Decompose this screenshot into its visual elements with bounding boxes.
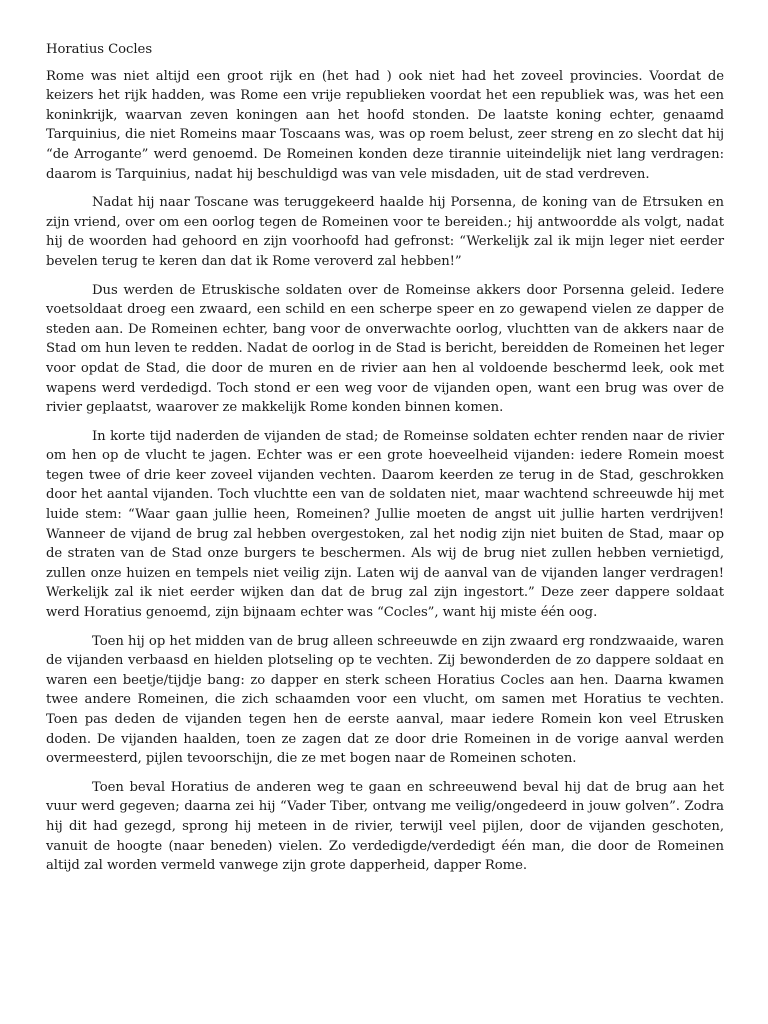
paragraph-5: Toen hij op het midden van de brug alleen schreeuwde en zijn zwaard erg rondzwaaide, waren de vijanden verbaasd en hielden plotseling op te vechten. Zij bewonderden de zo dappere soldaat en waren een beetje/tijdje bang: zo dapper en sterk scheen Horatius Cocles aan hen. Daarna kwamen twee andere Romeinen, die zich schaamden voor een vlucht, om samen met Horatius te vechten. Toen pas deden de vijanden tegen hen de eerste aanval, maar iedere Romein kon veel Etrusken doden. De vijanden haalden, toen ze zagen dat ze door drie Romeinen in de vorige aanval werden overmeesterd, pijlen tevoorschijn, die ze met bogen naar de Romeinen schoten.: [46, 633, 724, 767]
document-page: [46, 40, 724, 885]
paragraph-6: Toen beval Horatius de anderen weg te gaan en schreeuwend beval hij dat de brug aan het vuur werd gegeven; daarna zei hij “Vader Tiber, ontvang me veilig/ongedeerd in jouw golven”. Zodra hij dit had gezegd, sprong hij meteen in de rivier, terwijl veel pijlen, door de vijanden geschoten, vanuit de hoogte (naar beneden) vielen. Zo verdedigde/verdedigt één man, die door de Romeinen altijd zal worden vermeld vanwege zijn grote dapperheid, dapper Rome.: [46, 779, 724, 874]
document-title: Horatius Cocles: [46, 42, 153, 57]
paragraph-1: Rome was niet altijd een groot rijk en (het had ) ook niet had het zoveel provincies. Voordat de keizers het rijk hadden, was Rome een vrije republieken voordat het een republiek was, was het een koninkrijk, waarvan zeven koningen aan het hoofd stonden. De laatste koning echter, genaamd Tarquinius, die niet Romeins maar Toscaans was, was op roem belust, zeer streng en zo slecht dat hij “de Arrogante” werd genoemd. De Romeinen konden deze tirannie uiteindelijk niet lang verdragen: daarom is Tarquinius, nadat hij beschuldigd was van vele misdaden, uit de stad verdreven.: [46, 68, 724, 182]
paragraph-3: Dus werden de Etruskische soldaten over de Romeinse akkers door Porsenna geleid. Iedere voetsoldaat droeg een zwaard, een schild en een scherpe speer en zo gewapend vielen ze dapper de steden aan. De Romeinen echter, bang voor de onverwachte oorlog, vluchtten van de akkers naar de Stad om hun leven te redden. Nadat de oorlog in de Stad is bericht, bereidden de Romeinen het leger voor opdat de Stad, die door de muren en de rivier aan hen al voldoende beschermd leek, ook met wapens werd verdedigd. Toch stond er een weg voor de vijanden open, want een brug was over de rivier geplaatst, waarover ze makkelijk Rome konden binnen komen.: [46, 282, 724, 416]
paragraph-2: Nadat hij naar Toscane was teruggekeerd haalde hij Porsenna, de koning van de Etrsuken en zijn vriend, over om een oorlog tegen de Romeinen voor te bereiden.; hij antwoordde als volgt, nadat hij de woorden had gehoord en zijn voorhoofd had gefronst: “Werkelijk zal ik mijn leger niet eerder bevelen terug te keren dan dat ik Rome veroverd zal hebben!”: [46, 195, 724, 269]
paragraph-4: In korte tijd naderden de vijanden de stad; de Romeinse soldaten echter renden naar de rivier om hen op de vlucht te jagen. Echter was er een grote hoeveelheid vijanden: iedere Romein moest tegen twee of drie keer zoveel vijanden vechten. Daarom keerden ze terug in de Stad, geschrokken door het aantal vijanden. Toch vluchtte een van de soldaten niet, maar wachtend schreeuwde hij met luide stem: “Waar gaan jullie heen, Romeinen? Jullie moeten de angst uit jullie harten verdrijven! Wanneer de vijand de brug zal hebben overgestoken, zal het nodig zijn niet buiten de Stad, maar op de straten van de Stad onze burgers te beschermen. Als wij de brug niet zullen hebben vernietigd, zullen onze huizen en tempels niet veilig zijn. Laten wij de aanval van de vijanden langer verdragen! Werkelijk zal ik niet eerder wijken dan dat de brug zal zijn ingestort.” Deze zeer dappere soldaat werd Horatius genoemd, zijn bijnaam echter was “Cocles”, want hij miste één oog.: [46, 428, 724, 621]
